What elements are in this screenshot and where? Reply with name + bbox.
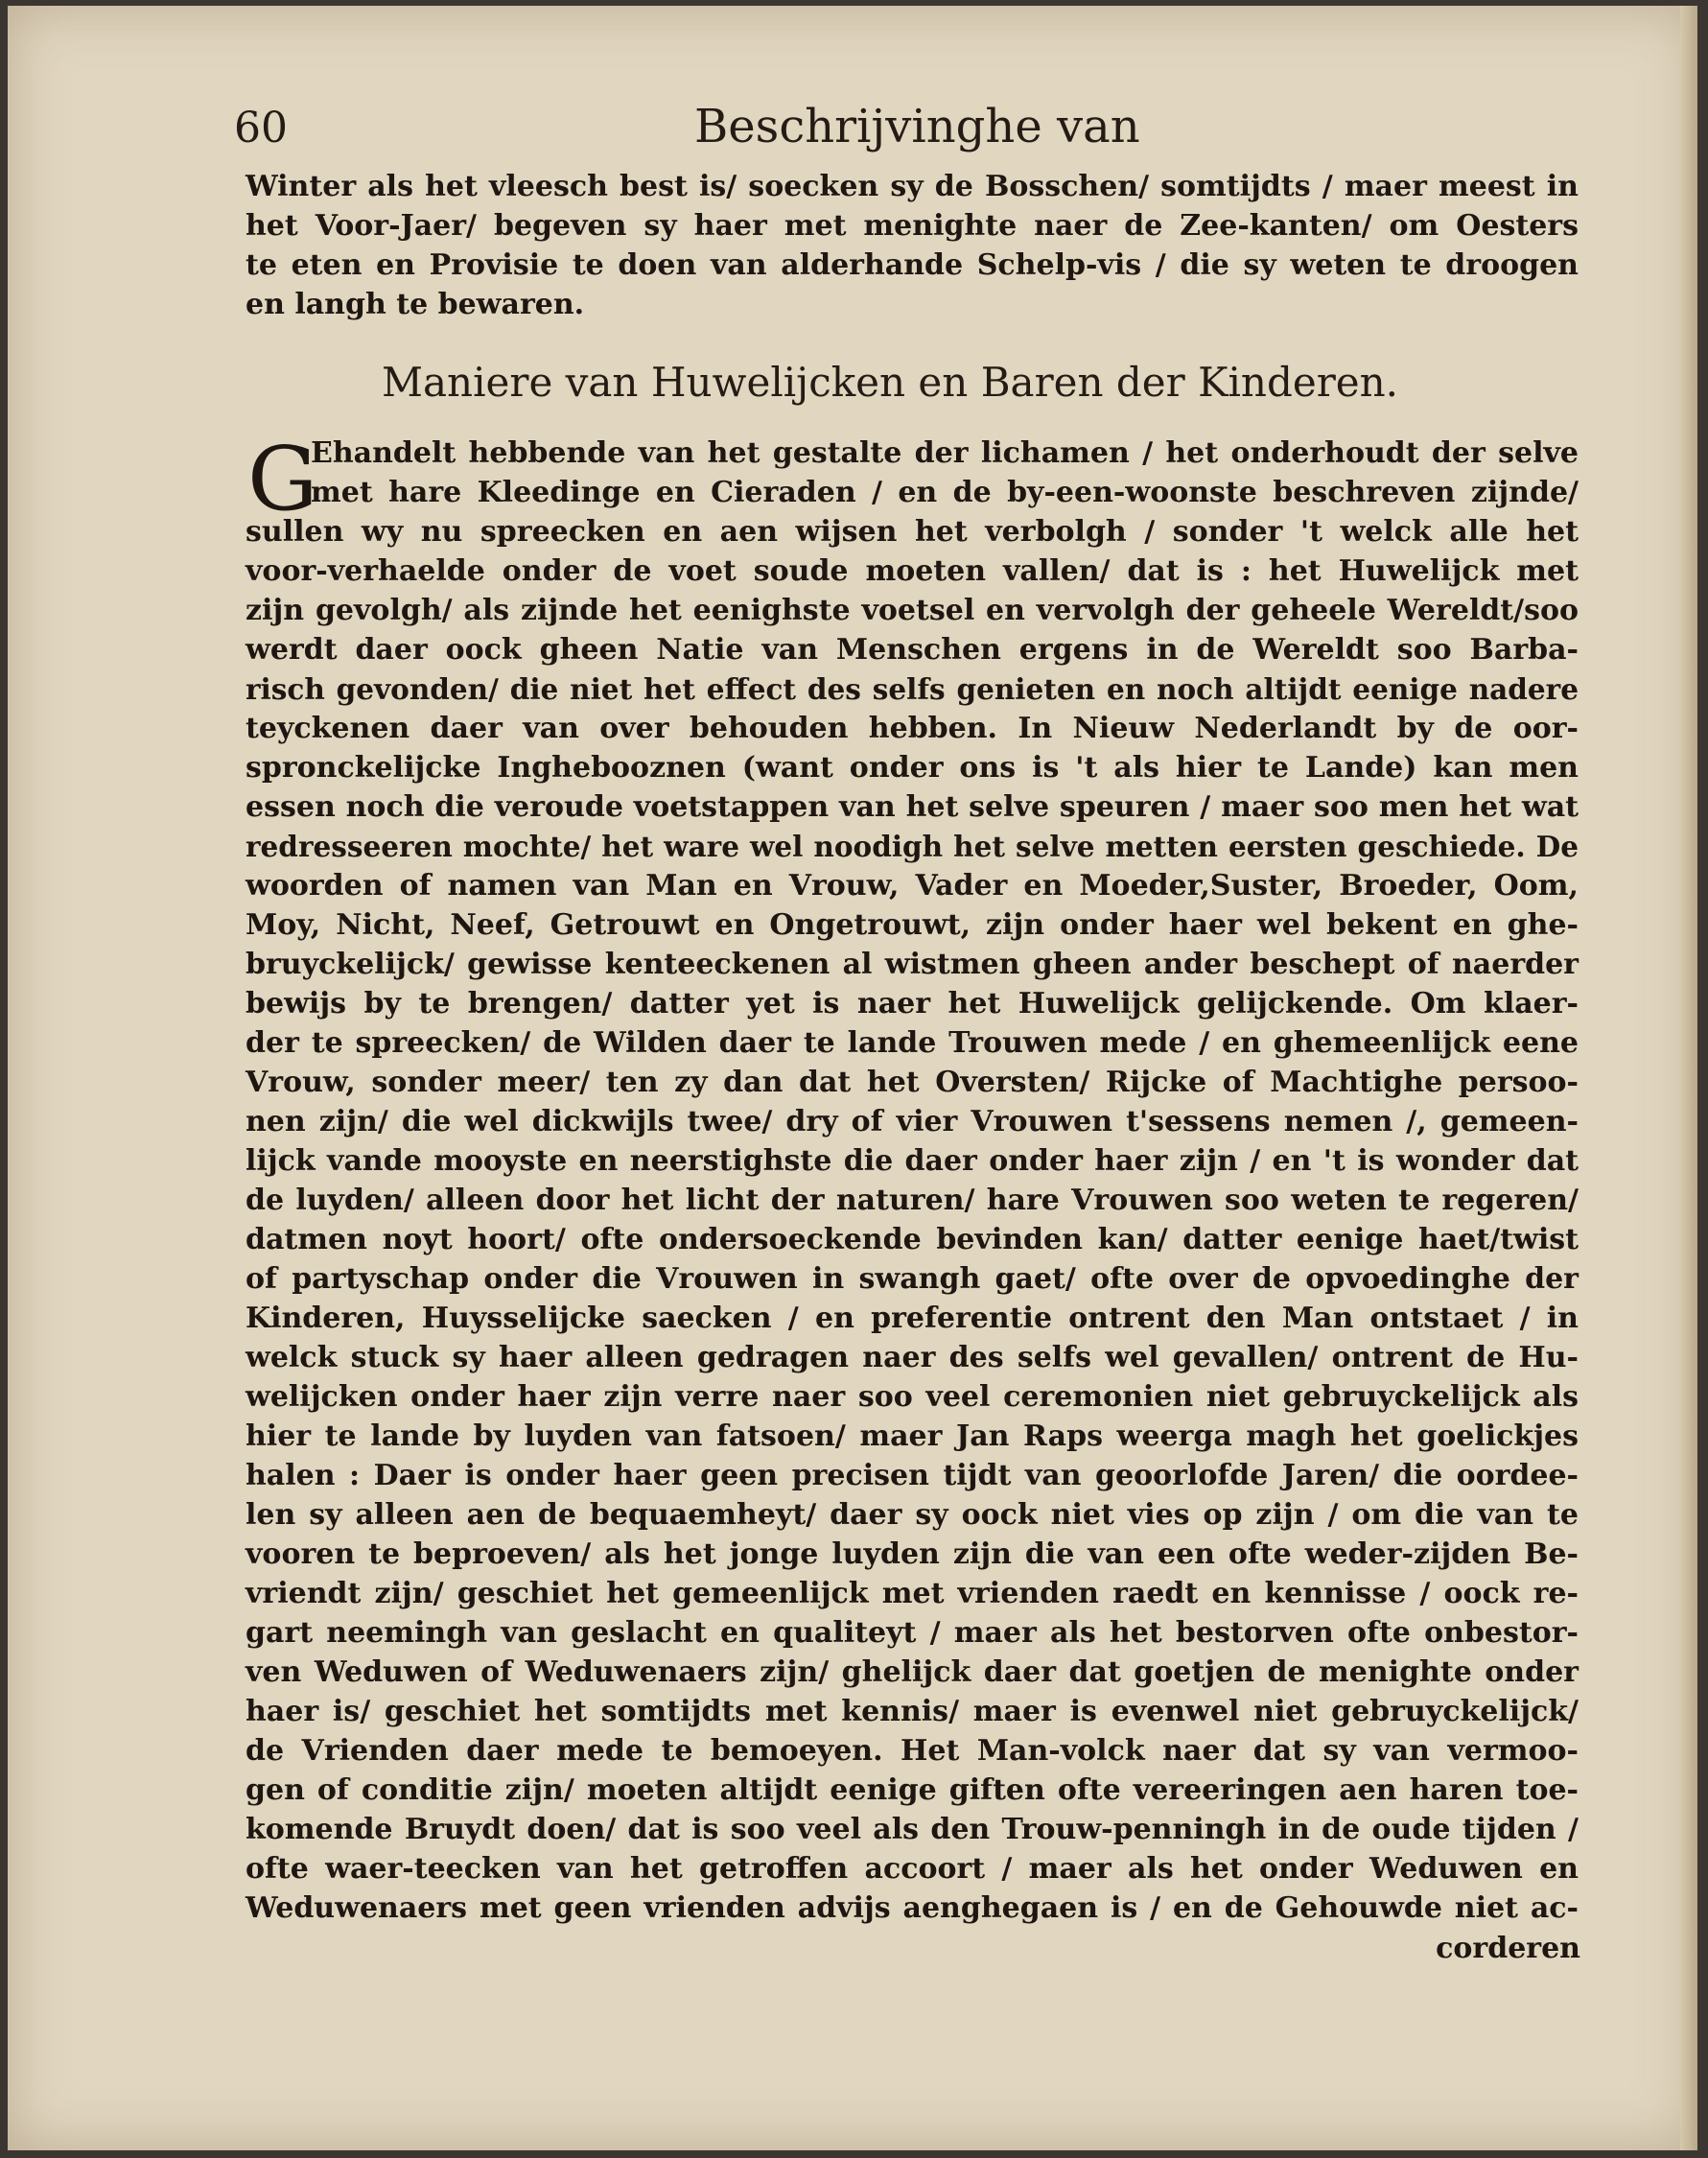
text-line: zijn gevolgh/ als zijnde het eenighste voetsel en vervolgh der geheele Wereldt/soo (246, 594, 1579, 627)
body-paragraph (246, 428, 1579, 1928)
text-line: en langh te bewaren. (246, 288, 585, 321)
book-page (8, 6, 1697, 2150)
text-line: Moy, Nicht, Neef, Getrouwt en Ongetrouwt, zijn onder haer wel bekent en ghe- (246, 908, 1579, 942)
text-line: der te spreecken/ de Wilden daer te lande Trouwen mede / en ghemeenlijck eene (246, 1026, 1579, 1060)
text-line: of partyschap onder die Vrouwen in swangh gaet/ ofte over de opvoedinghe der (246, 1262, 1579, 1296)
text-line: lijck vande mooyste en neerstighste die daer onder haer zijn / en 't is wonder dat (246, 1144, 1579, 1178)
text-line: woorden of namen van Man en Vrouw, Vader en Moeder,Suster, Broeder, Oom, (246, 869, 1579, 903)
text-line: vooren te beproeven/ als het jonge luyden zijn die van een ofte weder-zijden Be- (246, 1537, 1579, 1571)
text-line: spronckelijcke Inghebooznen (want onder ons is 't als hier te Lande) kan men (246, 751, 1579, 785)
text-line: komende Bruydt doen/ dat is soo veel als den Trouw-penningh in de oude tijden / (246, 1813, 1579, 1846)
intro-paragraph (246, 167, 1579, 324)
drop-cap: G (247, 428, 318, 530)
text-line: len sy alleen aen de bequaemheyt/ daer sy oock niet vies op zijn / om die van te (246, 1498, 1579, 1532)
text-line: te eten en Provisie te doen van alderhande Schelp-vis / die sy weten te droogen (246, 248, 1579, 282)
text-line: hier te lande by luyden van fatsoen/ maer Jan Raps weerga magh het goelickjes (246, 1419, 1579, 1453)
text-line: voor-verhaelde onder de voet soude moeten vallen/ dat is : het Huwelijck met (246, 554, 1579, 588)
section-heading: Maniere van Huwelijcken en Baren der Kinderen. (382, 359, 1399, 406)
text-line: bewijs by te brengen/ datter yet is naer het Huwelijck gelijckende. Om klaer- (246, 987, 1579, 1020)
text-line: de luyden/ alleen door het licht der naturen/ hare Vrouwen soo weten te regeren/ (246, 1184, 1579, 1217)
text-line: nen zijn/ die wel dickwijls twee/ dry of vier Vrouwen t'sessens nemen /, gemeen- (246, 1105, 1579, 1138)
text-line: ven Weduwen of Weduwenaers zijn/ ghelijck daer dat goetjen de menighte onder (246, 1655, 1579, 1689)
text-line: sullen wy nu spreecken en aen wijsen het verbolgh / sonder 't welck alle het (246, 515, 1579, 549)
text-line: halen : Daer is onder haer geen precisen tijdt van geoorlofde Jaren/ die oordee- (246, 1459, 1579, 1492)
running-title: Beschrijvinghe van (694, 100, 1140, 153)
page-header (234, 96, 1577, 163)
text-line: haer is/ geschiet het somtijdts met kennis/ maer is evenwel niet gebruyckelijck/ (246, 1695, 1579, 1728)
text-line: teyckenen daer van over behouden hebben. In Nieuw Nederlandt by de oor- (246, 712, 1579, 745)
text-line: Kinderen, Huysselijcke saecken / en preferentie ontrent den Man ontstaet / in (246, 1302, 1579, 1335)
text-line: redresseeren mochte/ het ware wel noodigh het selve metten eersten geschiede. De (246, 830, 1579, 863)
text-line: gen of conditie zijn/ moeten altijdt eenige giften ofte vereeringen aen haren toe- (246, 1773, 1579, 1807)
text-line: Ehandelt hebbende van het gestalte der lichamen / het onderhoudt der selve (311, 436, 1579, 470)
text-line: risch gevonden/ die niet het effect des selfs genieten en noch altijdt eenige nadere (246, 672, 1579, 706)
text-line: bruyckelijck/ gewisse kenteeckenen al wistmen gheen ander beschept of naerder (246, 948, 1579, 981)
text-line: Weduwenaers met geen vrienden advijs aenghegaen is / en de Gehouwde niet ac- (246, 1891, 1579, 1925)
text-line: essen noch die veroude voetstappen van het selve speuren / maer soo men het wat (246, 790, 1579, 824)
page-number: 60 (234, 104, 288, 152)
text-line: werdt daer oock gheen Natie van Menschen ergens in de Wereldt soo Barba- (246, 633, 1579, 667)
catchword: corderen (1436, 1932, 1580, 1965)
text-line: welck stuck sy haer alleen gedragen naer des selfs wel gevallen/ ontrent de Hu- (246, 1341, 1579, 1374)
text-line: de Vrienden daer mede te bemoeyen. Het Man-volck naer dat sy van vermoo- (246, 1734, 1579, 1768)
text-line: vriendt zijn/ geschiet het gemeenlijck met vrienden raedt en kennisse / oock re- (246, 1577, 1579, 1610)
text-line: Vrouw, sonder meer/ ten zy dan dat het Oversten/ Rijcke of Machtighe persoo- (246, 1066, 1579, 1099)
text-line: met hare Kleedinge en Cieraden / en de by-een-woonste beschreven zijnde/ (311, 476, 1579, 509)
text-line: Winter als het vleesch best is/ soecken sy de Bosschen/ somtijdts / maer meest in (246, 170, 1579, 203)
text-line: datmen noyt hoort/ ofte ondersoeckende bevinden kan/ datter eenige haet/twist (246, 1223, 1579, 1256)
text-line: welijcken onder haer zijn verre naer soo veel ceremonien niet gebruyckelijck als (246, 1380, 1579, 1414)
page-edge (1680, 6, 1697, 2150)
text-line: ofte waer-teecken van het getroffen accoort / maer als het onder Weduwen en (246, 1852, 1579, 1886)
text-line: het Voor-Jaer/ begeven sy haer met menighte naer de Zee-kanten/ om Oesters (246, 209, 1579, 243)
text-line: gart neemingh van geslacht en qualiteyt / maer als het bestorven ofte onbestor- (246, 1616, 1579, 1650)
